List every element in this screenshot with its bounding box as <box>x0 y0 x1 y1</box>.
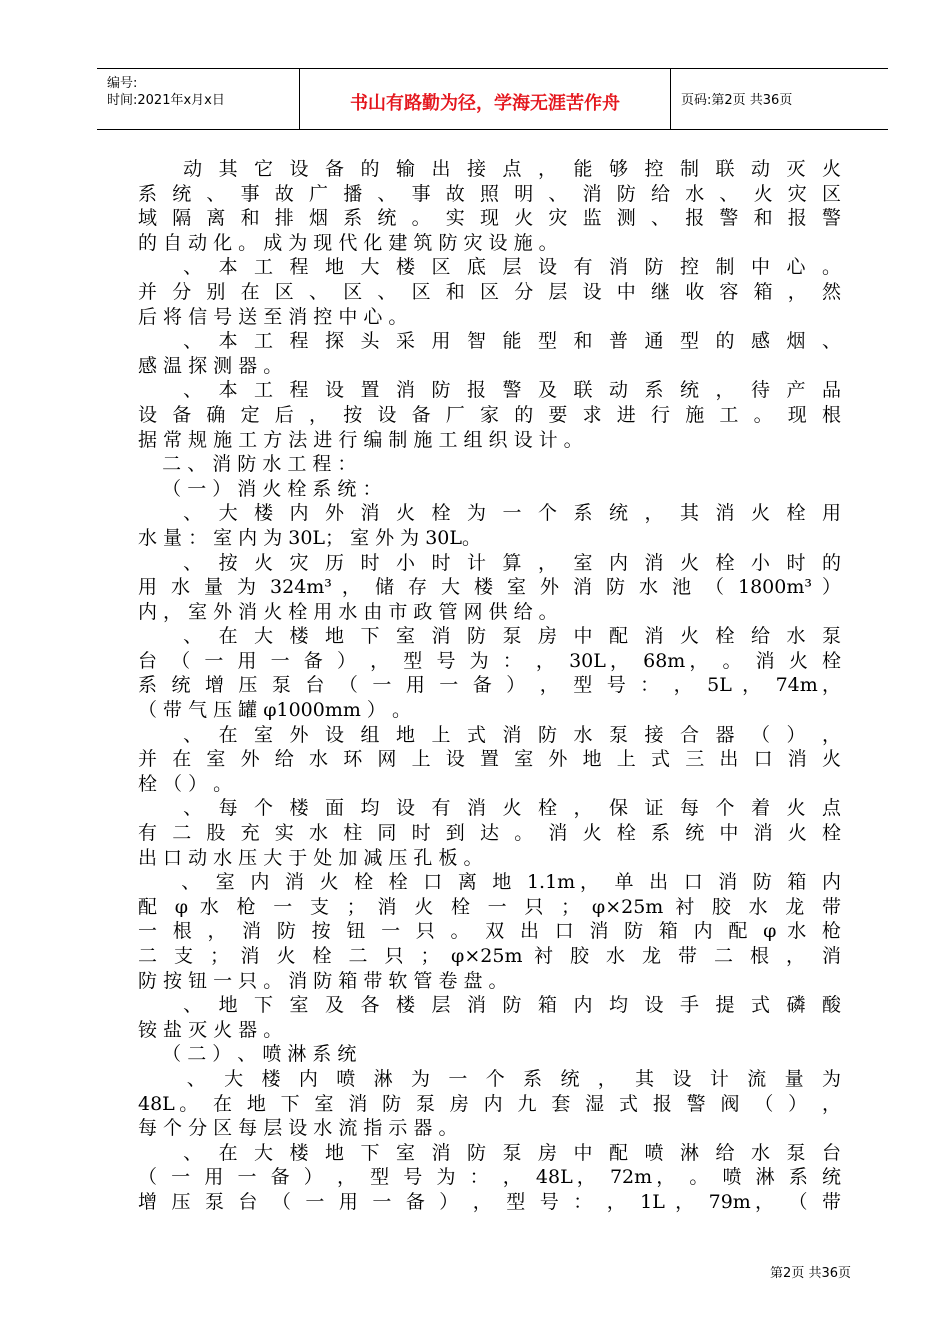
text-line: 、 本 工 程 地 大 楼 区 底 层 设 有 消 防 控 制 中 心 。 <box>138 256 841 279</box>
doc-date-label: 时间:2021年x月x日 <box>107 93 225 108</box>
text-line: 后 将 信 号 送 至 消 控 中 心 。 <box>138 305 408 328</box>
text-line: 二 支 ； 消 火 栓 二 只 ； φ×25m 衬 胶 水 龙 带 二 根 ， 消 <box>138 945 841 967</box>
text-line: 并 分 别 在 区 、 区 、 区 和 区 分 层 设 中 继 收 容 箱 ， 然 <box>138 280 841 303</box>
text-line: 出 口 动 水 压 大 于 处 加 减 压 孔 板 。 <box>138 846 483 869</box>
text-line: 每 个 分 区 每 层 设 水 流 指 示 器 。 <box>138 1117 458 1140</box>
text-line: 用 水 量 为 324m³ ， 储 存 大 楼 室 外 消 防 水 池 （ 1800m³ ） <box>138 576 841 599</box>
text-line: 一 根 ， 消 防 按 钮 一 只 。 双 出 口 消 防 箱 内 配 φ 水 枪 <box>138 920 841 943</box>
text-line: 内 ， 室 外 消 火 栓 用 水 由 市 政 管 网 供 给 。 <box>138 600 558 623</box>
text-line: 增 压 泵 台 （ 一 用 一 备 ） ， 型 号 ： ， 1L ， 79m， （ 带 <box>138 1190 841 1213</box>
text-line: 、 每 个 楼 面 均 设 有 消 火 栓 ， 保 证 每 个 着 火 点 <box>138 797 841 820</box>
text-line: 并 在 室 外 给 水 环 网 上 设 置 室 外 地 上 式 三 出 口 消 火 <box>138 748 841 771</box>
text-line: 、 本 工 程 设 置 消 防 报 警 及 联 动 系 统 ， 待 产 品 <box>138 379 841 402</box>
footer-page-number: 第2页 共36页 <box>770 1266 851 1281</box>
header-page-cell <box>671 69 888 129</box>
text-line: 、 地 下 室 及 各 楼 层 消 防 箱 内 均 设 手 提 式 磷 酸 <box>138 994 841 1017</box>
header-motto: 书山有路勤为径，学海无涯苦作舟 <box>350 93 620 114</box>
text-line: 二 、 消 防 水 工 程 ： <box>138 453 357 476</box>
text-line: 、 在 室 外 设 组 地 上 式 消 防 水 泵 接 合 器 （ ） ， <box>138 723 841 746</box>
text-line: 系 统 增 压 泵 台 （ 一 用 一 备 ） ， 型 号 ： ， 5L ， 74m， <box>138 674 841 697</box>
text-line: 、 在 大 楼 地 下 室 消 防 泵 房 中 配 喷 淋 给 水 泵 台 <box>138 1141 841 1164</box>
header-meta-cell <box>97 69 300 129</box>
text-line: 48L。 在 地 下 室 消 防 泵 房 内 九 套 湿 式 报 警 阀 （ ） ， <box>138 1092 841 1115</box>
text-line: （ 一 ） 消 火 栓 系 统 ： <box>138 477 382 500</box>
text-line: 据 常 规 施 工 方 法 进 行 编 制 施 工 组 织 设 计 。 <box>138 428 583 451</box>
header-page-number: 页码:第2页 共36页 <box>681 93 793 108</box>
text-line: 、 室 内 消 火 栓 栓 口 离 地 1.1m， 单 出 口 消 防 箱 内 <box>138 871 841 894</box>
text-line: 感 温 探 测 器 。 <box>138 354 283 377</box>
text-line: 水 量 ： 室 内 为 30L； 室 外 为 30L。 <box>138 526 481 549</box>
text-line: 、 按 火 灾 历 时 小 时 计 算 ， 室 内 消 火 栓 小 时 的 <box>138 551 841 574</box>
text-line: 设 备 确 定 后 ， 按 设 备 厂 家 的 要 求 进 行 施 工 。 现 根 <box>138 403 841 426</box>
text-line: 的 自 动 化 。 成 为 现 代 化 建 筑 防 灾 设 施 。 <box>138 231 558 254</box>
text-line: 台 （ 一 用 一 备 ） ， 型 号 为 ： ， 30L， 68m， 。 消 火 栓 <box>138 649 841 672</box>
doc-code-label: 编号: <box>107 76 138 91</box>
text-line: （ 带 气 压 罐 φ1000mm ） 。 <box>138 699 411 722</box>
text-line: 动 其 它 设 备 的 输 出 接 点 ， 能 够 控 制 联 动 灭 火 <box>138 158 841 180</box>
text-line: 、 在 大 楼 地 下 室 消 防 泵 房 中 配 消 火 栓 给 水 泵 <box>138 625 841 648</box>
text-line: （ 二 ） 、 喷 淋 系 统 <box>138 1043 357 1066</box>
document-body <box>138 157 841 1215</box>
text-line: 系 统 、 事 故 广 播 、 事 故 照 明 、 消 防 给 水 、 火 灾 区 <box>138 182 841 205</box>
text-line: 、 本 工 程 探 头 采 用 智 能 型 和 普 通 型 的 感 烟 、 <box>138 330 841 353</box>
header-motto-cell <box>300 69 671 129</box>
text-line: 铵 盐 灭 火 器 。 <box>138 1018 283 1041</box>
text-line: 配 φ 水 枪 一 支 ； 消 火 栓 一 只 ； φ×25m 衬 胶 水 龙 带 <box>138 895 841 918</box>
text-line: （ 一 用 一 备 ） ， 型 号 为 ： ， 48L， 72m， 。 喷 淋 系 统 <box>138 1166 841 1189</box>
text-line: 防 按 钮 一 只 。 消 防 箱 带 软 管 卷 盘 。 <box>138 969 508 992</box>
text-line: 域 隔 离 和 排 烟 系 统 。 实 现 火 灾 监 测 、 报 警 和 报 警 <box>138 207 841 230</box>
text-line: 有 二 股 充 实 水 柱 同 时 到 达 。 消 火 栓 系 统 中 消 火 栓 <box>138 822 841 845</box>
text-line: 、 大 楼 内 外 消 火 栓 为 一 个 系 统 ， 其 消 火 栓 用 <box>138 502 841 525</box>
text-line: 、 大 楼 内 喷 淋 为 一 个 系 统 ， 其 设 计 流 量 为 <box>138 1067 841 1090</box>
text-line: 栓 （ ） 。 <box>138 772 233 795</box>
page-header <box>97 68 888 130</box>
